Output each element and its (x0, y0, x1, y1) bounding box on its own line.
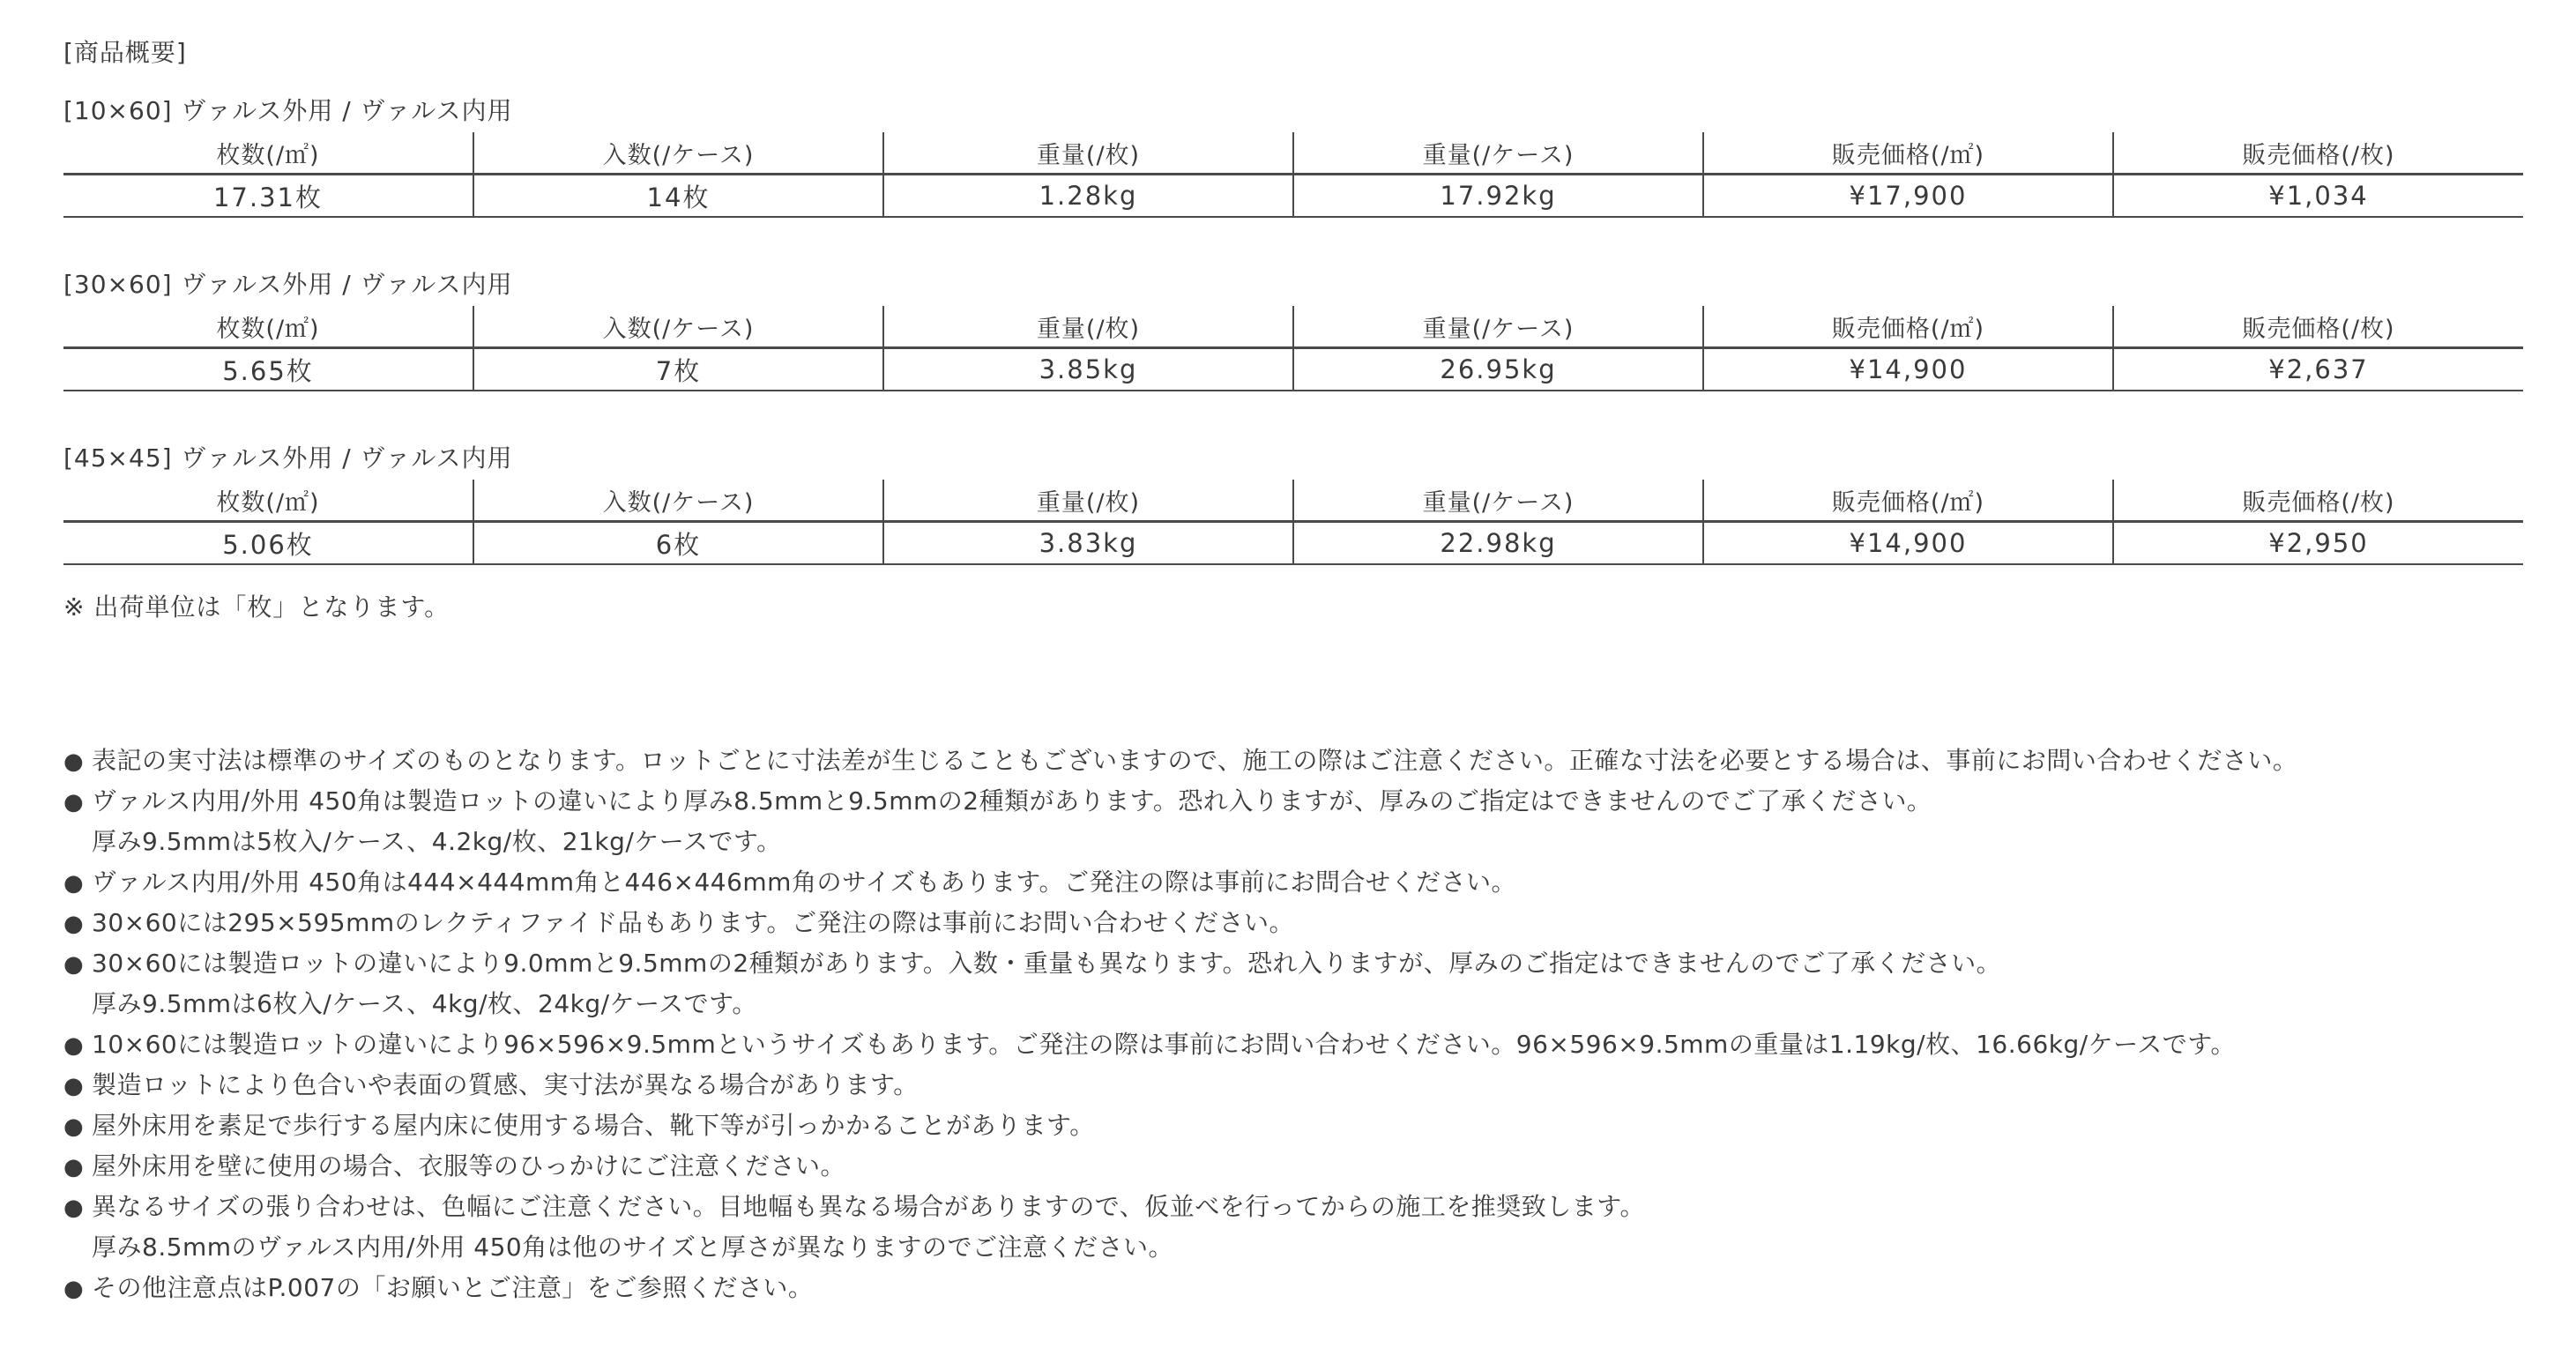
overview-title: [商品概要] (63, 38, 187, 67)
bullet-icon: ● (63, 1195, 85, 1221)
bullet-icon: ● (63, 951, 85, 978)
cell-pieces-per-case: 14枚 (473, 175, 883, 218)
col-header-weight-per-piece: 重量(/枚) (883, 132, 1293, 175)
note-item (63, 1227, 2523, 1268)
note-text: 30×60には製造ロットの違いにより9.0mmと9.5mmの2種類があります。入数・重量も異なります。恐れ入りますが、厚みのご指定はできませんのでご了承ください。 (92, 949, 2002, 978)
note-item (63, 822, 2523, 862)
spec-table (63, 480, 2523, 565)
product-block-45x45 (63, 443, 2523, 565)
col-header-weight-per-piece: 重量(/枚) (883, 306, 1293, 348)
note-item (63, 1146, 2523, 1187)
col-header-price-per-sqm: 販売価格(/㎡) (1703, 132, 2113, 175)
note-item (63, 862, 2523, 903)
note-item (63, 1024, 2523, 1065)
cell-pieces-per-sqm: 5.06枚 (63, 522, 473, 565)
header-row (63, 132, 2523, 175)
header-row (63, 306, 2523, 348)
cell-weight-per-case: 22.98kg (1293, 522, 1703, 565)
cell-pieces-per-sqm: 17.31枚 (63, 175, 473, 218)
cell-price-per-piece: ¥2,950 (2113, 522, 2523, 565)
cell-price-per-sqm: ¥14,900 (1703, 522, 2113, 565)
note-text: 厚み8.5mmのヴァルス内用/外用 450角は他のサイズと厚さが異なりますのでご注意ください。 (92, 1233, 1174, 1262)
note-text: 製造ロットにより色合いや表面の質感、実寸法が異なる場合があります。 (92, 1070, 919, 1099)
col-header-pieces-per-case: 入数(/ケース) (473, 306, 883, 348)
col-header-pieces-per-case: 入数(/ケース) (473, 480, 883, 522)
col-header-price-per-piece: 販売価格(/枚) (2113, 306, 2523, 348)
col-header-price-per-sqm: 販売価格(/㎡) (1703, 480, 2113, 522)
table-row (63, 175, 2523, 218)
product-title: [45×45] ヴァルス外用 / ヴァルス内用 (63, 443, 513, 473)
product-block-30x60 (63, 269, 2523, 391)
note-item (63, 1065, 2523, 1106)
note-text: 10×60には製造ロットの違いにより96×596×9.5mmというサイズもあります。ご発注の際は事前にお問い合わせください。96×596×9.5mmの重量は1.19kg/枚、16.66kg/ケースです。 (92, 1030, 2237, 1059)
note-text: 30×60には295×595mmのレクティファイド品もあります。ご発注の際は事前にお問い合わせください。 (92, 908, 1295, 937)
table-row (63, 522, 2523, 565)
cell-pieces-per-sqm: 5.65枚 (63, 348, 473, 391)
cell-price-per-sqm: ¥17,900 (1703, 175, 2113, 218)
col-header-pieces-per-case: 入数(/ケース) (473, 132, 883, 175)
cell-weight-per-piece: 3.85kg (883, 348, 1293, 391)
bullet-icon: ● (63, 789, 85, 816)
note-text: 屋外床用を壁に使用の場合、衣服等のひっかけにご注意ください。 (92, 1151, 846, 1180)
cell-pieces-per-case: 7枚 (473, 348, 883, 391)
note-item (63, 741, 2523, 781)
note-text: 屋外床用を素足で歩行する屋内床に使用する場合、靴下等が引っかかることがあります。 (92, 1111, 1095, 1140)
note-item (63, 903, 2523, 943)
note-text: ヴァルス内用/外用 450角は製造ロットの違いにより厚み8.5mmと9.5mmの2種類があります。恐れ入りますが、厚みのご指定はできませんのでご了承ください。 (92, 786, 1932, 816)
spec-table (63, 132, 2523, 218)
note-item (63, 943, 2523, 984)
bullet-icon: ● (63, 1113, 85, 1140)
note-text: 異なるサイズの張り合わせは、色幅にご注意ください。目地幅も異なる場合がありますので、仮並べを行ってからの施工を推奨致します。 (92, 1192, 1645, 1221)
note-item (63, 1187, 2523, 1227)
cell-price-per-piece: ¥1,034 (2113, 175, 2523, 218)
note-text: 表記の実寸法は標準のサイズのものとなります。ロットごとに寸法差が生じることもございますので、施工の際はご注意ください。正確な寸法を必要とする場合は、事前にお問い合わせください。 (92, 746, 2298, 775)
cell-weight-per-case: 17.92kg (1293, 175, 1703, 218)
bullet-icon: ● (63, 1154, 85, 1180)
bullet-icon: ● (63, 1276, 85, 1302)
note-item (63, 984, 2523, 1024)
col-header-weight-per-piece: 重量(/枚) (883, 480, 1293, 522)
cell-weight-per-case: 26.95kg (1293, 348, 1703, 391)
spec-table (63, 306, 2523, 391)
notes-list (63, 741, 2523, 1308)
cell-price-per-sqm: ¥14,900 (1703, 348, 2113, 391)
col-header-price-per-piece: 販売価格(/枚) (2113, 480, 2523, 522)
col-header-price-per-piece: 販売価格(/枚) (2113, 132, 2523, 175)
col-header-weight-per-case: 重量(/ケース) (1293, 480, 1703, 522)
product-overview (63, 35, 2523, 625)
col-header-pieces-per-sqm: 枚数(/㎡) (63, 480, 473, 522)
note-item (63, 781, 2523, 822)
bullet-icon: ● (63, 1032, 85, 1059)
col-header-weight-per-case: 重量(/ケース) (1293, 306, 1703, 348)
note-item (63, 1106, 2523, 1146)
note-text: ヴァルス内用/外用 450角は444×444mm角と446×446mm角のサイズもあります。ご発注の際は事前にお問合せください。 (92, 868, 1516, 897)
col-header-weight-per-case: 重量(/ケース) (1293, 132, 1703, 175)
cell-weight-per-piece: 3.83kg (883, 522, 1293, 565)
bullet-icon: ● (63, 748, 85, 775)
cell-pieces-per-case: 6枚 (473, 522, 883, 565)
header-row (63, 480, 2523, 522)
product-title: [30×60] ヴァルス外用 / ヴァルス内用 (63, 270, 513, 299)
note-text: その他注意点はP.007の「お願いとご注意」をご参照ください。 (92, 1273, 814, 1302)
col-header-pieces-per-sqm: 枚数(/㎡) (63, 132, 473, 175)
col-header-pieces-per-sqm: 枚数(/㎡) (63, 306, 473, 348)
cell-weight-per-piece: 1.28kg (883, 175, 1293, 218)
bullet-icon: ● (63, 911, 85, 937)
product-block-10x60 (63, 95, 2523, 218)
col-header-price-per-sqm: 販売価格(/㎡) (1703, 306, 2113, 348)
note-text: 厚み9.5mmは5枚入/ケース、4.2kg/枚、21kg/ケースです。 (92, 827, 782, 856)
bullet-icon: ● (63, 1073, 85, 1099)
note-text: 厚み9.5mmは6枚入/ケース、4kg/枚、24kg/ケースです。 (92, 989, 757, 1018)
shipping-unit-note: ※ 出荷単位は「枚」となります。 (63, 592, 450, 622)
table-row (63, 348, 2523, 391)
bullet-icon: ● (63, 870, 85, 897)
product-title: [10×60] ヴァルス外用 / ヴァルス内用 (63, 96, 513, 125)
cell-price-per-piece: ¥2,637 (2113, 348, 2523, 391)
note-item (63, 1268, 2523, 1308)
